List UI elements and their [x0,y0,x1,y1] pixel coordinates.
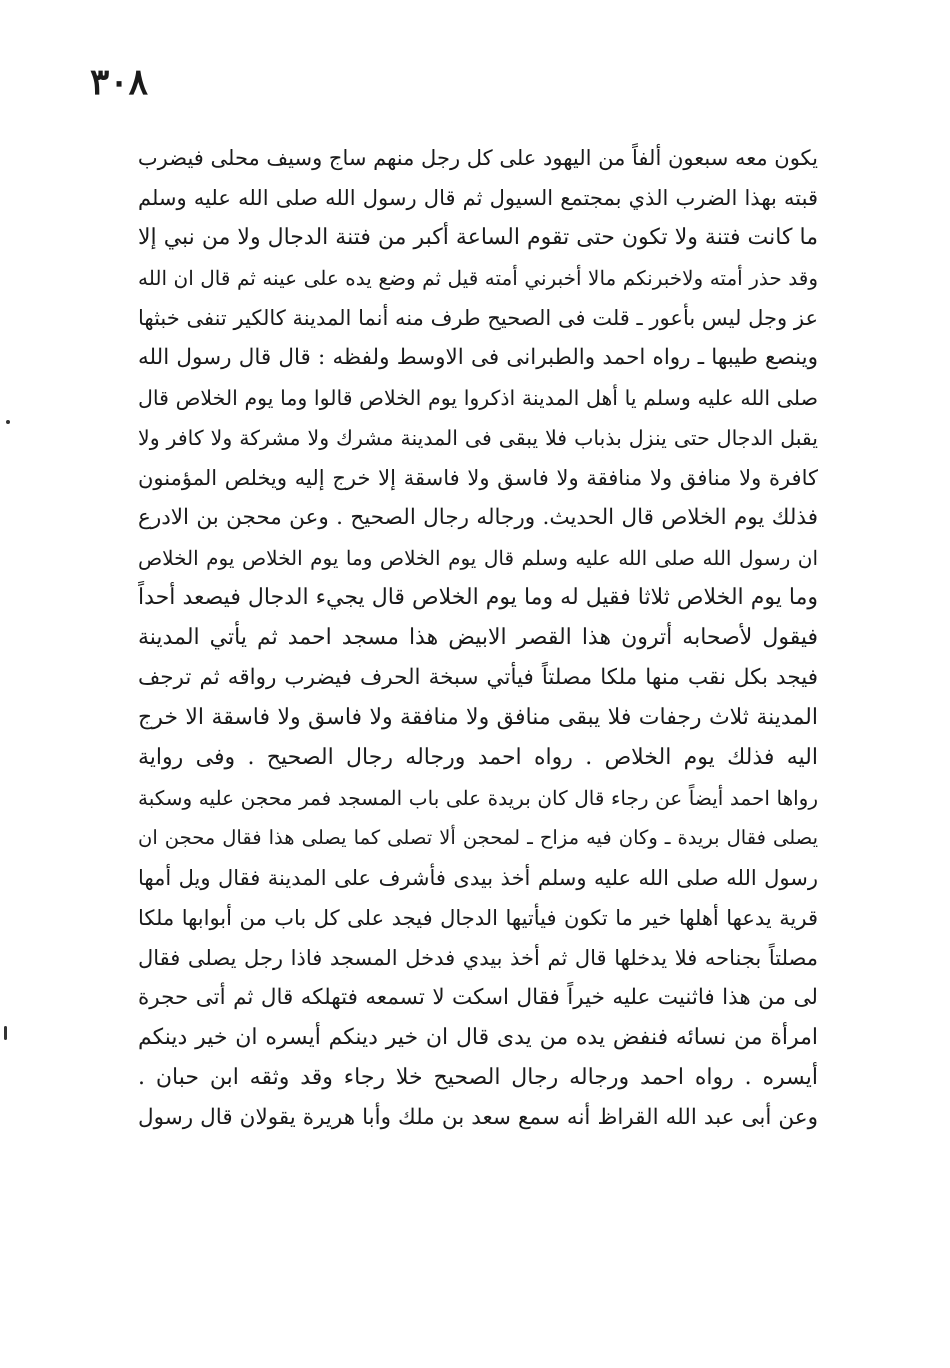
margin-dot [6,420,10,424]
text-line: فيجد بكل نقب منها ملكا مصلتاً فيأتي سبخة الحرف فيضرب رواقه ثم ترجف [138,665,818,690]
text-line: اليه فذلك يوم الخلاص . رواه احمد ورجاله رجال الصحيح . وفى رواية [138,745,818,770]
text-line: أيسره . رواه احمد ورجاله رجال الصحيح خلا رجاء وقد وثقه ابن حبان . [138,1065,818,1090]
page-number-text: ٣٠٨ [90,61,149,103]
text-line: صلى الله عليه وسلم يا أهل المدينة اذكروا يوم الخلاص قالوا وما يوم الخلاص قال [138,386,818,410]
text-line: رواها احمد أيضاً عن رجاء قال كان بريدة على باب المسجد فمر محجن عليه وسكبة [138,786,818,810]
text-line: يقبل الدجال حتى ينزل بذباب فلا يبقى فى المدينة مشرك ولا مشركة ولا كافر ولا [138,426,818,450]
text-line: عز وجل ليس بأعور ـ قلت فى الصحيح طرف منه أنما المدينة كالكير تنفى خبثها [138,306,818,330]
text-line: يصلى فقال بريدة ـ وكان فيه مزاح ـ لمحجن ألا تصلى كما يصلى هذا فقال محجن ان [138,826,818,849]
text-line: لى من هذا فاثنيت عليه خيراً فقال اسكت لا تسمعه فتهلكه قال ثم أتى حجرة [138,985,818,1010]
text-line: كافرة ولا منافق ولا منافقة ولا فاسق ولا فاسقة إلا خرج إليه ويخلص المؤمنون [138,466,818,490]
text-line: يكون معه سبعون ألفاً من اليهود على كل رجل منهم ساج وسيف محلى فيضرب [138,146,818,170]
text-line: وما يوم الخلاص ثلاثا فقيل له وما يوم الخلاص قال يجيء الدجال فيصعد أحداً [138,585,818,610]
text-line: قرية يدعها أهلها خير ما تكون فيأتيها الدجال فيجد على كل باب من أبوابها ملكا [138,906,818,930]
page-body-text [138,138,818,1138]
text-line: مصلتاً بجناحه فلا يدخلها قال ثم أخذ بيدي فدخل المسجد فاذا رجل يصلى فقال [138,946,818,970]
text-line: ان رسول الله صلى الله عليه وسلم قال يوم الخلاص وما يوم الخلاص يوم الخلاص [138,546,818,570]
text-line: وقد حذر أمته ولاخبرنكم مالا أخبرني أمته قيل ثم وضع يده على عينه ثم قال ان الله [138,266,818,290]
text-line: فذلك يوم الخلاص قال الحديث. ورجاله رجال الصحيح . وعن محجن بن الادرع [138,505,818,530]
text-line: قبته بهذا الضرب الذي بمجتمع السيول ثم قال رسول الله صلى الله عليه وسلم [138,186,818,210]
text-line: وينصع طيبها ـ رواه احمد والطبرانى فى الاوسط ولفظه : قال قال رسول الله [138,345,818,370]
text-line: المدينة ثلاث رجفات فلا يبقى منافق ولا منافقة ولا فاسق ولا فاسقة الا خرج [138,705,818,730]
text-line: وعن أبى عبد الله القراظ أنه سمع سعد بن ملك وأبا هريرة يقولان قال رسول [138,1105,818,1130]
text-line: ما كانت فتنة ولا تكون حتى تقوم الساعة أكبر من فتنة الدجال ولا من نبي إلا [138,225,818,250]
text-line: فيقول لأصحابه أترون هذا القصر الابيض هذا مسجد احمد ثم يأتي المدينة [138,625,818,650]
page-number [90,58,830,106]
text-line: امرأة من نسائه فنفض يده من يدى قال ان خير دينكم أيسره ان خير دينكم [138,1025,818,1050]
margin-mark [4,1026,7,1040]
text-line: رسول الله صلى الله عليه وسلم أخذ بيدى فأشرف على المدينة فقال ويل أمها [138,866,818,890]
